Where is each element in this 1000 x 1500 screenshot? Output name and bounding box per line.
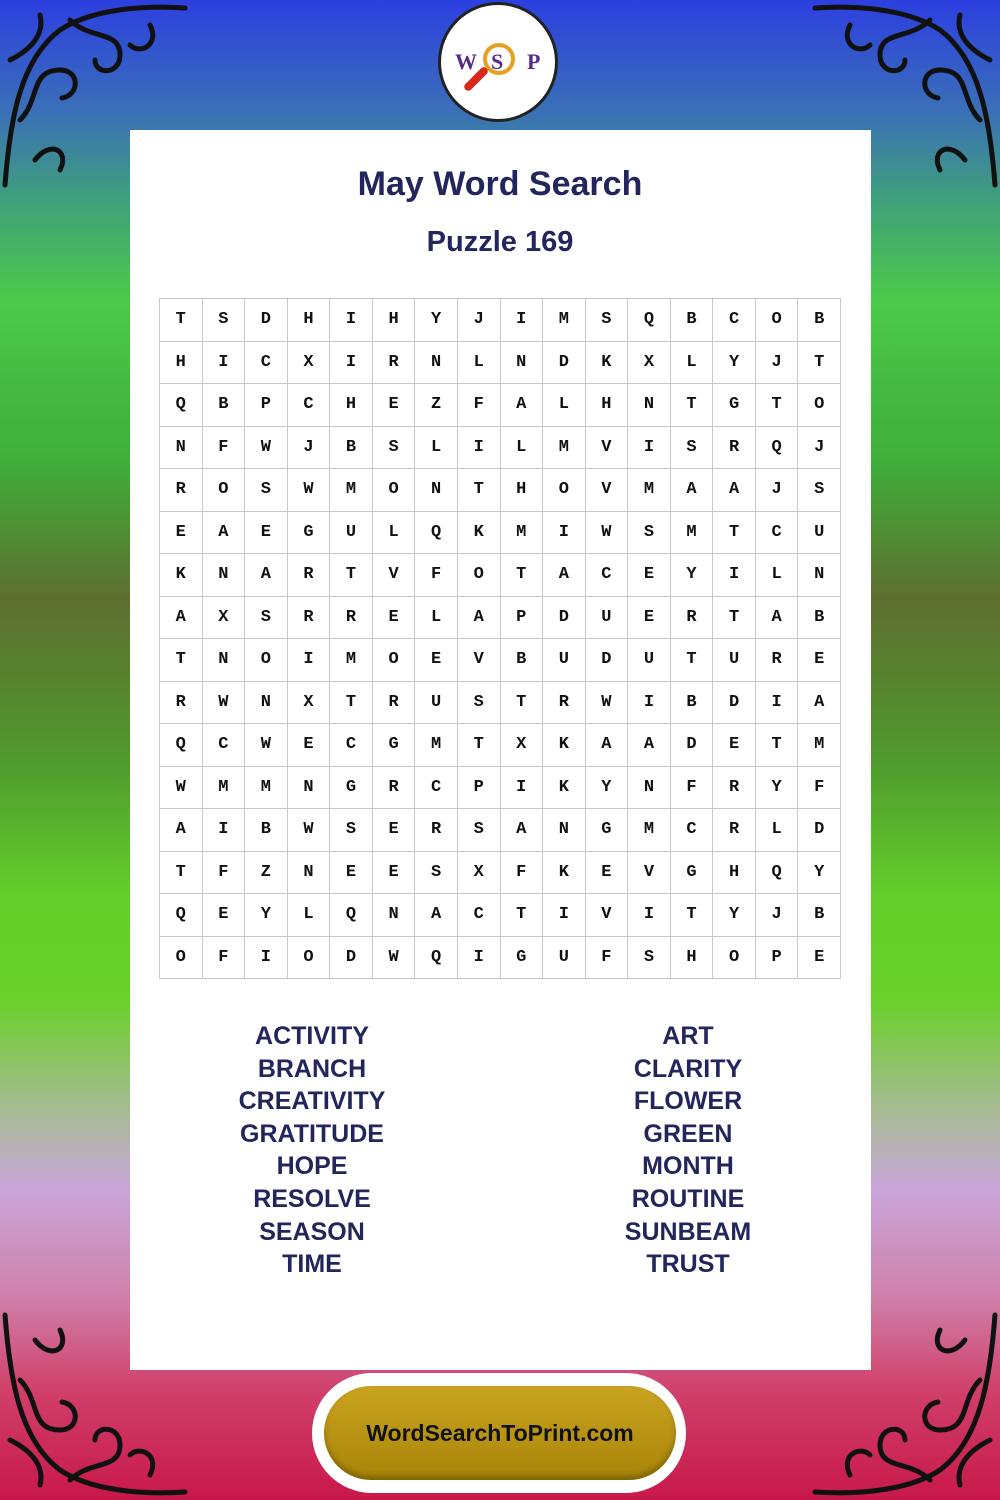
grid-cell[interactable]: T: [756, 724, 799, 767]
grid-cell[interactable]: C: [415, 767, 458, 810]
grid-cell[interactable]: S: [245, 469, 288, 512]
grid-cell[interactable]: Y: [415, 299, 458, 342]
grid-cell[interactable]: T: [160, 299, 203, 342]
grid-cell[interactable]: J: [756, 342, 799, 385]
grid-cell[interactable]: E: [415, 639, 458, 682]
grid-cell[interactable]: F: [203, 937, 246, 980]
grid-cell[interactable]: Q: [330, 894, 373, 937]
grid-cell[interactable]: Q: [415, 512, 458, 555]
grid-cell[interactable]: M: [543, 427, 586, 470]
grid-cell[interactable]: O: [245, 639, 288, 682]
grid-cell[interactable]: L: [373, 512, 416, 555]
grid-cell[interactable]: U: [713, 639, 756, 682]
grid-cell[interactable]: U: [330, 512, 373, 555]
grid-cell[interactable]: Y: [756, 767, 799, 810]
grid-cell[interactable]: H: [671, 937, 714, 980]
grid-cell[interactable]: H: [160, 342, 203, 385]
grid-cell[interactable]: D: [245, 299, 288, 342]
grid-cell[interactable]: F: [415, 554, 458, 597]
grid-cell[interactable]: Y: [671, 554, 714, 597]
grid-cell[interactable]: I: [458, 427, 501, 470]
grid-cell[interactable]: H: [373, 299, 416, 342]
grid-cell[interactable]: N: [288, 852, 331, 895]
grid-cell[interactable]: T: [458, 724, 501, 767]
grid-cell[interactable]: V: [586, 427, 629, 470]
grid-cell[interactable]: J: [756, 894, 799, 937]
grid-cell[interactable]: R: [713, 767, 756, 810]
grid-cell[interactable]: R: [373, 342, 416, 385]
grid-cell[interactable]: E: [713, 724, 756, 767]
grid-cell[interactable]: J: [458, 299, 501, 342]
grid-cell[interactable]: E: [330, 852, 373, 895]
grid-cell[interactable]: S: [671, 427, 714, 470]
grid-cell[interactable]: N: [203, 554, 246, 597]
grid-cell[interactable]: M: [628, 809, 671, 852]
grid-cell[interactable]: A: [543, 554, 586, 597]
grid-cell[interactable]: L: [415, 427, 458, 470]
grid-cell[interactable]: Q: [756, 427, 799, 470]
grid-cell[interactable]: A: [671, 469, 714, 512]
grid-cell[interactable]: J: [756, 469, 799, 512]
word-list-item: TRUST: [646, 1250, 730, 1279]
grid-cell[interactable]: P: [756, 937, 799, 980]
word-list-item: ROUTINE: [631, 1184, 745, 1213]
grid-cell[interactable]: C: [458, 894, 501, 937]
grid-cell[interactable]: S: [798, 469, 841, 512]
grid-cell[interactable]: D: [543, 597, 586, 640]
grid-cell[interactable]: N: [501, 342, 544, 385]
grid-cell[interactable]: B: [330, 427, 373, 470]
grid-cell[interactable]: P: [245, 384, 288, 427]
grid-cell[interactable]: T: [713, 512, 756, 555]
grid-cell[interactable]: E: [628, 597, 671, 640]
grid-cell[interactable]: B: [245, 809, 288, 852]
word-list-left: [162, 1020, 462, 1281]
grid-cell[interactable]: I: [203, 809, 246, 852]
grid-cell[interactable]: E: [373, 597, 416, 640]
word-list-item: MONTH: [642, 1152, 734, 1181]
grid-cell[interactable]: Z: [245, 852, 288, 895]
word-list-item: RESOLVE: [253, 1184, 371, 1213]
grid-cell[interactable]: C: [203, 724, 246, 767]
grid-cell[interactable]: E: [586, 852, 629, 895]
grid-cell[interactable]: Q: [160, 894, 203, 937]
grid-cell[interactable]: E: [373, 809, 416, 852]
grid-cell[interactable]: A: [628, 724, 671, 767]
grid-cell[interactable]: R: [373, 767, 416, 810]
grid-cell[interactable]: I: [330, 299, 373, 342]
grid-cell[interactable]: I: [543, 512, 586, 555]
grid-cell[interactable]: D: [543, 342, 586, 385]
grid-cell[interactable]: F: [798, 767, 841, 810]
grid-cell[interactable]: I: [628, 427, 671, 470]
grid-cell[interactable]: U: [628, 639, 671, 682]
word-list-item: GRATITUDE: [240, 1119, 384, 1148]
grid-cell[interactable]: R: [671, 597, 714, 640]
grid-cell[interactable]: O: [798, 384, 841, 427]
grid-cell[interactable]: L: [756, 809, 799, 852]
grid-cell[interactable]: K: [458, 512, 501, 555]
grid-cell[interactable]: B: [798, 597, 841, 640]
grid-cell[interactable]: N: [160, 427, 203, 470]
grid-cell[interactable]: I: [713, 554, 756, 597]
grid-cell[interactable]: D: [330, 937, 373, 980]
grid-cell[interactable]: W: [245, 427, 288, 470]
grid-cell[interactable]: I: [458, 937, 501, 980]
grid-cell[interactable]: W: [586, 682, 629, 725]
grid-cell[interactable]: A: [458, 597, 501, 640]
word-list-item: CREATIVITY: [238, 1087, 386, 1116]
word-list-item: ACTIVITY: [255, 1022, 369, 1050]
grid-cell[interactable]: W: [586, 512, 629, 555]
grid-cell[interactable]: F: [458, 384, 501, 427]
grid-cell[interactable]: N: [543, 809, 586, 852]
grid-cell[interactable]: R: [160, 682, 203, 725]
grid-cell[interactable]: V: [586, 469, 629, 512]
grid-cell[interactable]: L: [288, 894, 331, 937]
grid-cell[interactable]: T: [756, 384, 799, 427]
grid-cell[interactable]: R: [713, 809, 756, 852]
grid-cell[interactable]: T: [501, 894, 544, 937]
grid-cell[interactable]: F: [586, 937, 629, 980]
grid-cell[interactable]: A: [160, 809, 203, 852]
grid-cell[interactable]: F: [203, 427, 246, 470]
grid-cell[interactable]: G: [586, 809, 629, 852]
grid-cell[interactable]: L: [671, 342, 714, 385]
grid-cell[interactable]: N: [415, 342, 458, 385]
grid-cell[interactable]: S: [628, 512, 671, 555]
grid-cell[interactable]: N: [415, 469, 458, 512]
grid-cell[interactable]: O: [203, 469, 246, 512]
grid-cell[interactable]: T: [458, 469, 501, 512]
grid-cell[interactable]: E: [373, 384, 416, 427]
grid-cell[interactable]: I: [543, 894, 586, 937]
grid-cell[interactable]: R: [373, 682, 416, 725]
letter-grid: [159, 298, 841, 979]
grid-cell[interactable]: N: [245, 682, 288, 725]
grid-cell[interactable]: J: [288, 427, 331, 470]
grid-cell[interactable]: Y: [798, 852, 841, 895]
grid-cell[interactable]: Q: [628, 299, 671, 342]
grid-cell[interactable]: A: [203, 512, 246, 555]
grid-cell[interactable]: Z: [415, 384, 458, 427]
grid-cell[interactable]: T: [671, 639, 714, 682]
grid-cell[interactable]: L: [543, 384, 586, 427]
grid-cell[interactable]: N: [288, 767, 331, 810]
grid-cell[interactable]: V: [586, 894, 629, 937]
grid-cell[interactable]: M: [415, 724, 458, 767]
grid-cell[interactable]: C: [756, 512, 799, 555]
grid-cell[interactable]: P: [458, 767, 501, 810]
word-list-item: HOPE: [276, 1152, 348, 1181]
grid-cell[interactable]: N: [203, 639, 246, 682]
grid-cell[interactable]: N: [628, 384, 671, 427]
grid-cell[interactable]: V: [458, 639, 501, 682]
grid-cell[interactable]: V: [373, 554, 416, 597]
grid-cell[interactable]: Y: [586, 767, 629, 810]
grid-cell[interactable]: O: [160, 937, 203, 980]
grid-cell[interactable]: M: [245, 767, 288, 810]
grid-cell[interactable]: H: [586, 384, 629, 427]
grid-cell[interactable]: M: [203, 767, 246, 810]
grid-cell[interactable]: U: [415, 682, 458, 725]
grid-cell[interactable]: X: [628, 342, 671, 385]
grid-cell[interactable]: A: [160, 597, 203, 640]
grid-cell[interactable]: U: [798, 512, 841, 555]
grid-cell[interactable]: W: [160, 767, 203, 810]
grid-cell[interactable]: S: [458, 809, 501, 852]
grid-cell[interactable]: W: [288, 469, 331, 512]
grid-cell[interactable]: S: [458, 682, 501, 725]
grid-cell[interactable]: X: [288, 342, 331, 385]
grid-cell[interactable]: R: [288, 597, 331, 640]
grid-cell[interactable]: E: [373, 852, 416, 895]
word-list-item: BRANCH: [257, 1054, 367, 1083]
grid-cell[interactable]: D: [798, 809, 841, 852]
grid-cell[interactable]: C: [245, 342, 288, 385]
grid-cell[interactable]: B: [798, 894, 841, 937]
grid-cell[interactable]: R: [713, 427, 756, 470]
word-list-item: FLOWER: [633, 1087, 743, 1116]
grid-cell[interactable]: E: [798, 937, 841, 980]
grid-cell[interactable]: R: [543, 682, 586, 725]
grid-cell[interactable]: O: [756, 299, 799, 342]
grid-cell[interactable]: N: [628, 767, 671, 810]
grid-cell[interactable]: K: [160, 554, 203, 597]
grid-cell[interactable]: C: [671, 809, 714, 852]
grid-cell[interactable]: M: [798, 724, 841, 767]
grid-cell[interactable]: O: [543, 469, 586, 512]
grid-cell[interactable]: A: [501, 809, 544, 852]
grid-cell[interactable]: M: [501, 512, 544, 555]
word-list-right: [538, 1020, 838, 1281]
grid-cell[interactable]: L: [458, 342, 501, 385]
grid-cell[interactable]: I: [501, 299, 544, 342]
grid-cell[interactable]: A: [798, 682, 841, 725]
grid-cell[interactable]: Q: [160, 724, 203, 767]
grid-cell[interactable]: R: [415, 809, 458, 852]
grid-cell[interactable]: S: [586, 299, 629, 342]
word-list-item: SEASON: [259, 1217, 365, 1246]
grid-cell[interactable]: E: [245, 512, 288, 555]
grid-cell[interactable]: D: [671, 724, 714, 767]
grid-cell[interactable]: N: [373, 894, 416, 937]
grid-cell[interactable]: M: [330, 639, 373, 682]
word-list-item: CLARITY: [633, 1054, 743, 1083]
grid-cell[interactable]: L: [501, 427, 544, 470]
grid-cell[interactable]: Q: [160, 384, 203, 427]
grid-cell[interactable]: U: [543, 937, 586, 980]
grid-cell[interactable]: T: [160, 852, 203, 895]
grid-cell[interactable]: S: [373, 427, 416, 470]
grid-cell[interactable]: O: [373, 639, 416, 682]
grid-cell[interactable]: K: [543, 724, 586, 767]
grid-cell[interactable]: A: [713, 469, 756, 512]
logo-letter-s: S: [491, 49, 504, 74]
grid-cell[interactable]: E: [203, 894, 246, 937]
grid-cell[interactable]: B: [501, 639, 544, 682]
grid-cell[interactable]: W: [288, 809, 331, 852]
grid-cell[interactable]: U: [543, 639, 586, 682]
grid-cell[interactable]: F: [501, 852, 544, 895]
grid-cell[interactable]: S: [330, 809, 373, 852]
grid-cell[interactable]: F: [203, 852, 246, 895]
grid-cell[interactable]: I: [756, 682, 799, 725]
grid-cell[interactable]: R: [160, 469, 203, 512]
grid-cell[interactable]: S: [245, 597, 288, 640]
grid-cell[interactable]: K: [586, 342, 629, 385]
grid-cell[interactable]: A: [501, 384, 544, 427]
grid-cell[interactable]: C: [713, 299, 756, 342]
grid-cell[interactable]: G: [373, 724, 416, 767]
grid-cell[interactable]: F: [671, 767, 714, 810]
grid-cell[interactable]: G: [713, 384, 756, 427]
grid-cell[interactable]: E: [628, 554, 671, 597]
grid-cell[interactable]: E: [288, 724, 331, 767]
grid-cell[interactable]: H: [288, 299, 331, 342]
grid-cell[interactable]: D: [586, 639, 629, 682]
grid-cell[interactable]: G: [501, 937, 544, 980]
grid-cell[interactable]: T: [330, 682, 373, 725]
grid-cell[interactable]: O: [713, 937, 756, 980]
grid-cell[interactable]: S: [203, 299, 246, 342]
grid-cell[interactable]: I: [288, 639, 331, 682]
grid-cell[interactable]: R: [330, 597, 373, 640]
grid-cell[interactable]: J: [798, 427, 841, 470]
grid-cell[interactable]: L: [756, 554, 799, 597]
grid-cell[interactable]: P: [501, 597, 544, 640]
grid-cell[interactable]: X: [501, 724, 544, 767]
logo-letter-w: W: [455, 49, 477, 74]
grid-cell[interactable]: M: [543, 299, 586, 342]
grid-cell[interactable]: L: [415, 597, 458, 640]
grid-cell[interactable]: B: [798, 299, 841, 342]
grid-cell[interactable]: H: [501, 469, 544, 512]
grid-cell[interactable]: O: [458, 554, 501, 597]
grid-cell[interactable]: U: [586, 597, 629, 640]
grid-cell[interactable]: Q: [415, 937, 458, 980]
grid-cell[interactable]: I: [203, 342, 246, 385]
grid-cell[interactable]: O: [373, 469, 416, 512]
grid-cell[interactable]: H: [713, 852, 756, 895]
grid-cell[interactable]: Y: [245, 894, 288, 937]
grid-cell[interactable]: R: [756, 639, 799, 682]
word-list-item: TIME: [282, 1250, 342, 1279]
grid-cell[interactable]: W: [245, 724, 288, 767]
grid-cell[interactable]: Y: [713, 342, 756, 385]
grid-cell[interactable]: A: [415, 894, 458, 937]
grid-cell[interactable]: W: [373, 937, 416, 980]
grid-cell[interactable]: T: [713, 597, 756, 640]
grid-cell[interactable]: G: [288, 512, 331, 555]
grid-cell[interactable]: T: [501, 682, 544, 725]
grid-cell[interactable]: B: [203, 384, 246, 427]
grid-cell[interactable]: A: [586, 724, 629, 767]
grid-cell[interactable]: I: [330, 342, 373, 385]
grid-cell[interactable]: G: [330, 767, 373, 810]
grid-cell[interactable]: K: [543, 767, 586, 810]
grid-cell[interactable]: M: [628, 469, 671, 512]
grid-cell[interactable]: T: [330, 554, 373, 597]
grid-cell[interactable]: I: [628, 894, 671, 937]
grid-cell[interactable]: N: [798, 554, 841, 597]
grid-cell[interactable]: I: [245, 937, 288, 980]
grid-cell[interactable]: I: [628, 682, 671, 725]
grid-cell[interactable]: T: [160, 639, 203, 682]
grid-cell[interactable]: T: [671, 894, 714, 937]
grid-cell[interactable]: O: [288, 937, 331, 980]
grid-cell[interactable]: T: [798, 342, 841, 385]
grid-cell[interactable]: C: [586, 554, 629, 597]
grid-cell[interactable]: A: [245, 554, 288, 597]
grid-cell[interactable]: X: [288, 682, 331, 725]
grid-cell[interactable]: T: [671, 384, 714, 427]
grid-cell[interactable]: V: [628, 852, 671, 895]
logo-letter-p: P: [527, 49, 541, 74]
grid-cell[interactable]: Q: [756, 852, 799, 895]
grid-cell[interactable]: T: [501, 554, 544, 597]
grid-cell[interactable]: R: [288, 554, 331, 597]
word-list-item: ART: [662, 1022, 714, 1050]
grid-cell[interactable]: K: [543, 852, 586, 895]
grid-cell[interactable]: C: [288, 384, 331, 427]
page-title: May Word Search: [357, 165, 643, 203]
website-link-button[interactable]: WordSearchToPrint.com: [324, 1386, 676, 1480]
grid-cell[interactable]: E: [160, 512, 203, 555]
grid-cell[interactable]: S: [628, 937, 671, 980]
grid-cell[interactable]: W: [203, 682, 246, 725]
word-list-item: GREEN: [643, 1119, 733, 1148]
grid-cell[interactable]: Y: [713, 894, 756, 937]
word-list-item: SUNBEAM: [624, 1217, 752, 1246]
grid-cell[interactable]: A: [756, 597, 799, 640]
grid-cell[interactable]: X: [203, 597, 246, 640]
wsp-logo: [438, 2, 558, 122]
grid-cell[interactable]: X: [458, 852, 501, 895]
grid-cell[interactable]: C: [330, 724, 373, 767]
grid-cell[interactable]: B: [671, 299, 714, 342]
grid-cell[interactable]: M: [330, 469, 373, 512]
grid-cell[interactable]: H: [330, 384, 373, 427]
grid-cell[interactable]: E: [798, 639, 841, 682]
grid-cell[interactable]: I: [501, 767, 544, 810]
grid-cell[interactable]: S: [415, 852, 458, 895]
grid-cell[interactable]: G: [671, 852, 714, 895]
grid-cell[interactable]: M: [671, 512, 714, 555]
grid-cell[interactable]: D: [713, 682, 756, 725]
puzzle-number: Puzzle 169: [426, 226, 574, 258]
grid-cell[interactable]: B: [671, 682, 714, 725]
